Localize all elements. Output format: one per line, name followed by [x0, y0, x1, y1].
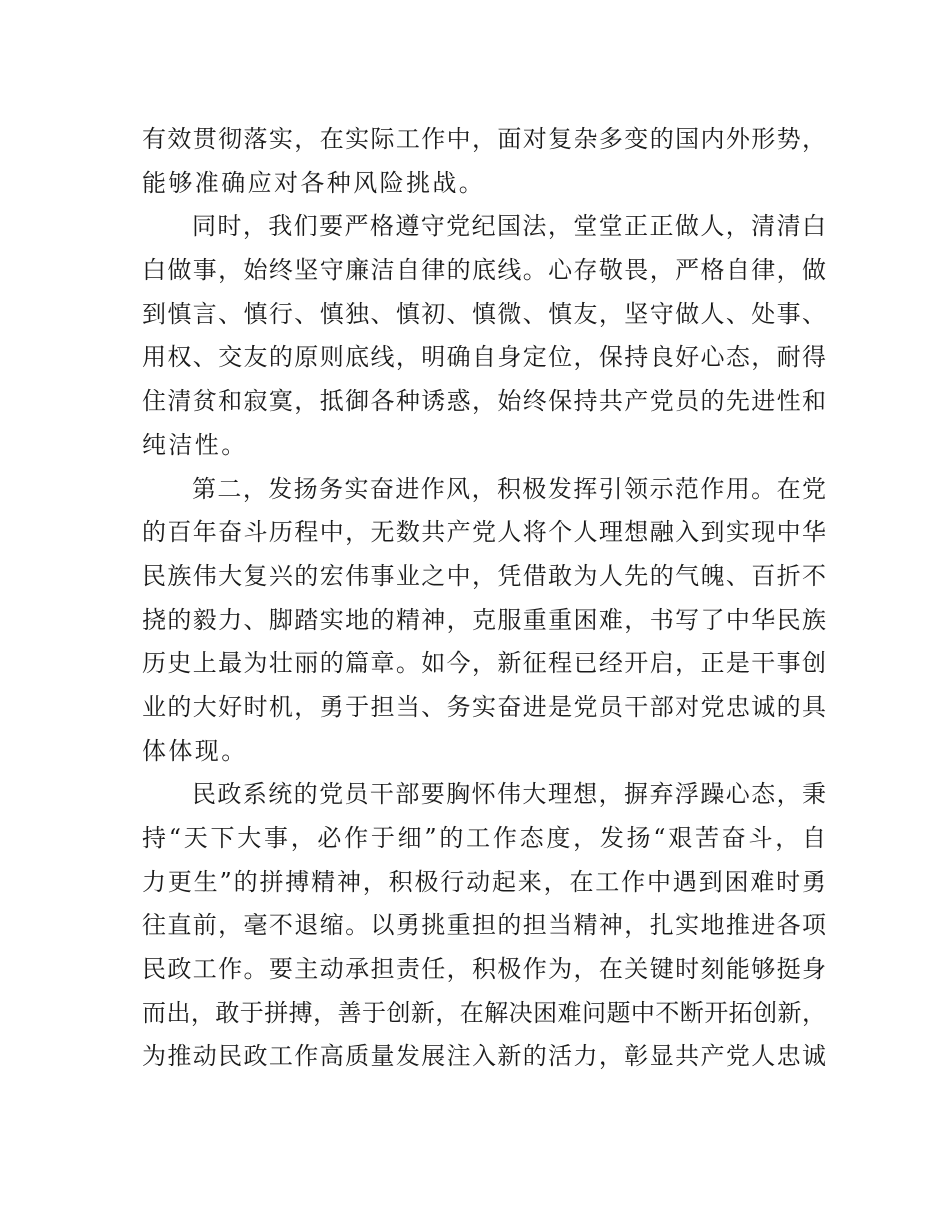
- text-line: 持“天下大事，必作于细”的工作态度，发扬“艰苦奋斗，自: [142, 824, 826, 852]
- text-line: 纯洁性。: [142, 430, 248, 459]
- paragraph-1: [142, 118, 826, 205]
- text-line: 白做事，始终坚守廉洁自律的底线。心存敬畏，严格自律，做: [142, 256, 826, 285]
- paragraph-2: [142, 205, 826, 467]
- text-line: 第二，发扬务实奋进作风，积极发挥引领示范作用。在党: [192, 474, 826, 503]
- text-line: 而出，敢于拼搏，善于创新，在解决困难问题中不断开拓创新，: [142, 998, 826, 1027]
- text-line: 同时，我们要严格遵守党纪国法，堂堂正正做人，清清白: [192, 212, 826, 241]
- text-line: 挠的毅力、脚踏实地的精神，克服重重困难，书写了中华民族: [142, 605, 826, 634]
- text-line: 为推动民政工作高质量发展注入新的活力，彰显共产党人忠诚: [142, 1042, 826, 1071]
- text-line: 民政工作。要主动承担责任，积极作为，在关键时刻能够挺身: [142, 955, 826, 984]
- text-line: 民族伟大复兴的宏伟事业之中，凭借敢为人先的气魄、百折不: [142, 561, 826, 590]
- paragraph-4: [142, 773, 826, 1079]
- text-line: 历史上最为壮丽的篇章。如今，新征程已经开启，正是干事创: [142, 649, 826, 678]
- text-line: 民政系统的党员干部要胸怀伟大理想，摒弃浮躁心态，秉: [192, 780, 826, 809]
- text-line: 业的大好时机，勇于担当、务实奋进是党员干部对党忠诚的具: [142, 692, 826, 721]
- text-line: 力更生”的拼搏精神，积极行动起来，在工作中遇到困难时勇: [142, 867, 826, 896]
- text-line: 能够准确应对各种风险挑战。: [142, 168, 486, 197]
- text-line: 往直前，毫不退缩。以勇挑重担的担当精神，扎实地推进各项: [142, 911, 826, 940]
- text-line: 到慎言、慎行、慎独、慎初、慎微、慎友，坚守做人、处事、: [142, 299, 826, 328]
- text-line: 的百年奋斗历程中，无数共产党人将个人理想融入到实现中华: [142, 518, 826, 547]
- body-text: [142, 118, 826, 1079]
- paragraph-3: [142, 468, 826, 774]
- text-line: 住清贫和寂寞，抵御各种诱惑，始终保持共产党员的先进性和: [142, 387, 826, 416]
- text-line: 体体现。: [142, 736, 248, 765]
- text-line: 用权、交友的原则底线，明确自身定位，保持良好心态，耐得: [142, 343, 826, 372]
- text-line: 有效贯彻落实，在实际工作中，面对复杂多变的国内外形势，: [142, 125, 826, 153]
